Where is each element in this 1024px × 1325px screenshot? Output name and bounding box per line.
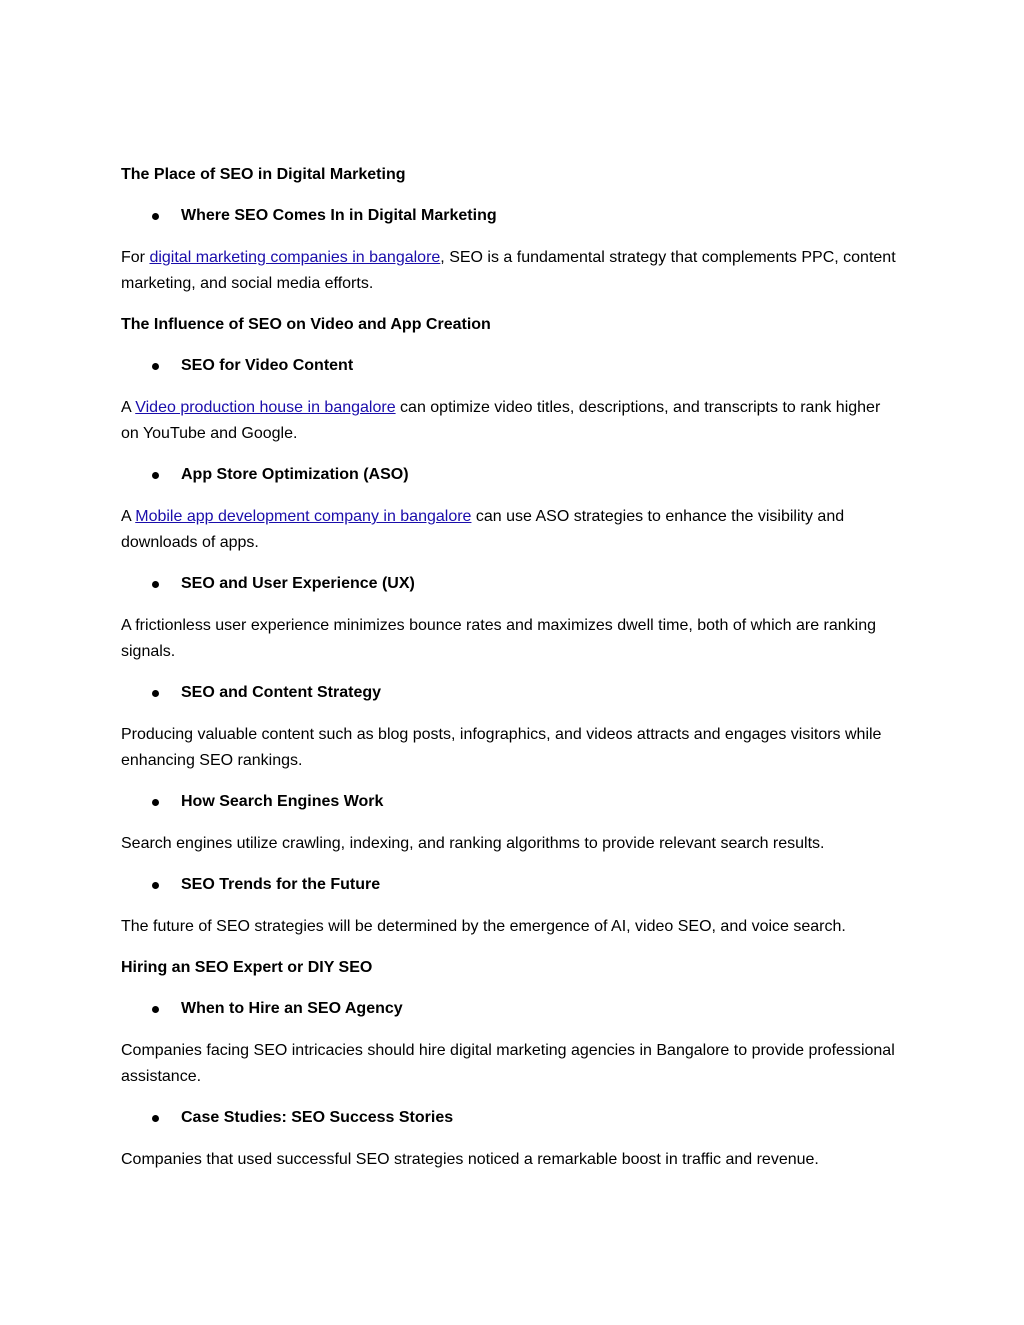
bullet-item [121,204,901,228]
bullet-label: When to Hire an SEO Agency [181,1000,403,1017]
paragraph: Companies facing SEO intricacies should hire digital marketing agencies in Bangalore to provide professional assistance. [121,1042,895,1085]
bullet-label: SEO and User Experience (UX) [181,575,415,592]
bullet-icon [152,1115,159,1122]
bullet-item [121,572,901,596]
bullet-icon [152,363,159,370]
bullet-item [121,997,901,1021]
paragraph-text: can optimize video titles, descriptions, and transcripts to rank higher on YouTube and Google. [121,399,881,442]
paragraph: Companies that used successful SEO strategies noticed a remarkable boost in traffic and revenue. [121,1151,819,1168]
section-heading: The Place of SEO in Digital Marketing [121,166,406,183]
video-production-link[interactable]: Video production house in bangalore [135,399,396,416]
section-heading: The Influence of SEO on Video and App Creation [121,316,491,333]
paragraph-text: can use ASO strategies to enhance the visibility and downloads of apps. [121,508,845,551]
bullet-label: App Store Optimization (ASO) [181,466,409,483]
paragraph-text: For [121,249,150,266]
mobile-app-link[interactable]: Mobile app development company in bangalore [135,508,472,525]
section-heading: Hiring an SEO Expert or DIY SEO [121,959,373,976]
bullet-label: SEO Trends for the Future [181,876,381,893]
paragraph-text: A [121,399,136,416]
bullet-label: SEO for Video Content [181,357,354,374]
paragraph [121,395,901,447]
digital-marketing-link[interactable]: digital marketing companies in bangalore [149,249,441,266]
bullet-item [121,873,901,897]
bullet-label: How Search Engines Work [181,793,384,810]
paragraph: A frictionless user experience minimizes bounce rates and maximizes dwell time, both of which are ranking signals. [121,617,877,660]
paragraph [121,245,901,297]
paragraph: The future of SEO strategies will be determined by the emergence of AI, video SEO, and voice search. [121,918,846,935]
bullet-icon [152,1006,159,1013]
document-body [121,163,901,1189]
bullet-item [121,790,901,814]
bullet-icon [152,472,159,479]
bullet-item [121,681,901,705]
bullet-icon [152,581,159,588]
bullet-item [121,354,901,378]
bullet-item [121,463,901,487]
paragraph: Producing valuable content such as blog posts, infographics, and videos attracts and engages visitors while enhancing SEO rankings. [121,726,882,769]
paragraph [121,504,901,556]
paragraph: Search engines utilize crawling, indexing, and ranking algorithms to provide relevant search results. [121,835,825,852]
bullet-icon [152,799,159,806]
bullet-item [121,1106,901,1130]
bullet-icon [152,213,159,220]
bullet-label: SEO and Content Strategy [181,684,382,701]
bullet-icon [152,882,159,889]
paragraph-text: , SEO is a fundamental strategy that complements PPC, content marketing, and social media efforts. [121,249,896,292]
bullet-icon [152,690,159,697]
bullet-label: Where SEO Comes In in Digital Marketing [181,207,497,224]
bullet-label: Case Studies: SEO Success Stories [181,1109,454,1126]
paragraph-text: A [121,508,136,525]
